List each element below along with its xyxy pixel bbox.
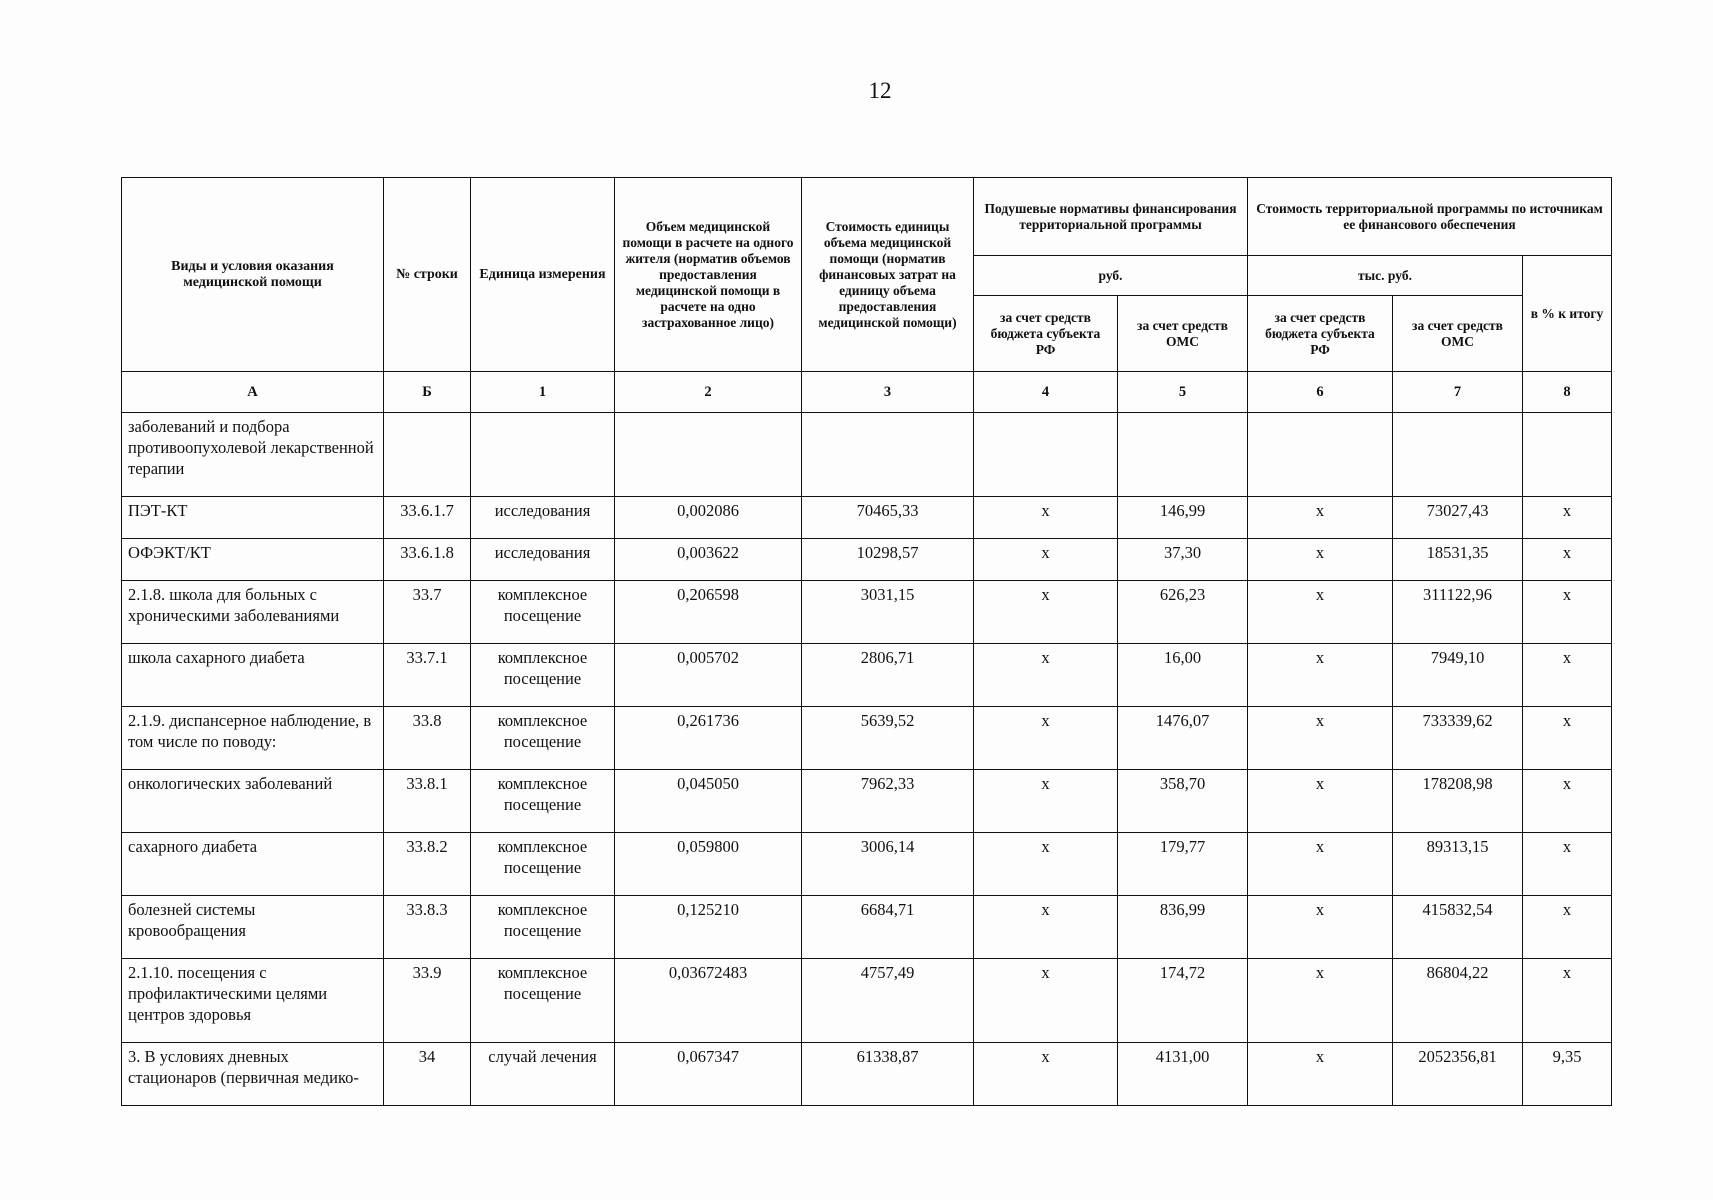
row-unit-cost — [802, 413, 974, 497]
row-volume — [615, 413, 802, 497]
row-cost-budget: x — [1248, 539, 1393, 581]
table-row — [122, 413, 1612, 497]
row-unit: исследования — [471, 497, 615, 539]
row-percap-oms: 836,99 — [1118, 896, 1248, 959]
row-percap-oms: 626,23 — [1118, 581, 1248, 644]
row-volume: 0,125210 — [615, 896, 802, 959]
row-cost-oms: 18531,35 — [1393, 539, 1523, 581]
column-number: 8 — [1523, 372, 1612, 413]
row-name: сахарного диабета — [122, 833, 384, 896]
table-row — [122, 497, 1612, 539]
row-percap-budget: x — [974, 644, 1118, 707]
row-cost-budget — [1248, 413, 1393, 497]
row-percent: x — [1523, 581, 1612, 644]
row-unit-cost: 2806,71 — [802, 644, 974, 707]
row-percent: 9,35 — [1523, 1043, 1612, 1106]
row-volume: 0,206598 — [615, 581, 802, 644]
row-percent: x — [1523, 539, 1612, 581]
header-col-8: в % к итогу — [1523, 256, 1612, 372]
row-percap-budget: x — [974, 959, 1118, 1043]
row-line-number: 33.8 — [384, 707, 471, 770]
row-volume: 0,261736 — [615, 707, 802, 770]
row-unit-cost: 6684,71 — [802, 896, 974, 959]
row-line-number: 33.8.3 — [384, 896, 471, 959]
row-cost-budget: x — [1248, 497, 1393, 539]
table-row — [122, 1043, 1612, 1106]
row-line-number: 33.9 — [384, 959, 471, 1043]
row-unit-cost: 7962,33 — [802, 770, 974, 833]
row-percap-oms: 16,00 — [1118, 644, 1248, 707]
table-row — [122, 959, 1612, 1043]
header-col-a: Виды и условия оказания медицинской помощи — [122, 178, 384, 372]
table-row — [122, 770, 1612, 833]
row-line-number: 33.7.1 — [384, 644, 471, 707]
column-number-row — [122, 372, 1612, 413]
row-unit: комплексное посещение — [471, 707, 615, 770]
row-name: ПЭТ-КТ — [122, 497, 384, 539]
row-cost-oms: 73027,43 — [1393, 497, 1523, 539]
header-group-percap: Подушевые нормативы финансирования территориальной программы — [974, 178, 1248, 256]
row-cost-oms: 178208,98 — [1393, 770, 1523, 833]
row-unit: комплексное посещение — [471, 581, 615, 644]
row-cost-oms: 86804,22 — [1393, 959, 1523, 1043]
row-unit: комплексное посещение — [471, 770, 615, 833]
row-volume: 0,003622 — [615, 539, 802, 581]
row-unit: случай лечения — [471, 1043, 615, 1106]
row-percent: x — [1523, 497, 1612, 539]
column-number: 6 — [1248, 372, 1393, 413]
row-percap-oms: 146,99 — [1118, 497, 1248, 539]
row-percent: x — [1523, 833, 1612, 896]
row-percap-oms: 179,77 — [1118, 833, 1248, 896]
table-row — [122, 644, 1612, 707]
row-line-number: 33.6.1.8 — [384, 539, 471, 581]
row-cost-budget: x — [1248, 1043, 1393, 1106]
row-percent: x — [1523, 896, 1612, 959]
row-percap-oms: 4131,00 — [1118, 1043, 1248, 1106]
header-col-3: Стоимость единицы объема медицинской помощи (норматив финансовых затрат на единицу объема предоставления медицинской помощи) — [802, 178, 974, 372]
row-name: 2.1.9. диспансерное наблюдение, в том числе по поводу: — [122, 707, 384, 770]
row-unit: комплексное посещение — [471, 959, 615, 1043]
row-unit-cost: 5639,52 — [802, 707, 974, 770]
header-unit-rub: руб. — [974, 256, 1248, 296]
row-cost-oms: 2052356,81 — [1393, 1043, 1523, 1106]
row-name: 2.1.10. посещения с профилактическими целями центров здоровья — [122, 959, 384, 1043]
row-line-number: 33.6.1.7 — [384, 497, 471, 539]
table-row — [122, 707, 1612, 770]
row-cost-budget: x — [1248, 833, 1393, 896]
column-number: 3 — [802, 372, 974, 413]
row-percap-oms: 174,72 — [1118, 959, 1248, 1043]
row-percap-budget: x — [974, 497, 1118, 539]
column-number: Б — [384, 372, 471, 413]
row-cost-budget: x — [1248, 581, 1393, 644]
row-percent: x — [1523, 770, 1612, 833]
column-number: 7 — [1393, 372, 1523, 413]
row-volume: 0,03672483 — [615, 959, 802, 1043]
row-name: 2.1.8. школа для больных с хроническими заболеваниями — [122, 581, 384, 644]
row-unit-cost: 3031,15 — [802, 581, 974, 644]
row-name: школа сахарного диабета — [122, 644, 384, 707]
financing-table — [121, 177, 1612, 1106]
row-volume: 0,059800 — [615, 833, 802, 896]
row-cost-oms: 89313,15 — [1393, 833, 1523, 896]
column-number: 1 — [471, 372, 615, 413]
row-percap-oms: 358,70 — [1118, 770, 1248, 833]
table-row — [122, 896, 1612, 959]
header-col-2: Объем медицинской помощи в расчете на одного жителя (норматив объемов предоставления медицинской помощи в расчете на одно застрахованное лицо) — [615, 178, 802, 372]
row-percap-budget: x — [974, 707, 1118, 770]
row-line-number: 33.8.1 — [384, 770, 471, 833]
row-unit-cost: 10298,57 — [802, 539, 974, 581]
row-cost-oms: 7949,10 — [1393, 644, 1523, 707]
row-percap-oms: 37,30 — [1118, 539, 1248, 581]
row-percap-budget — [974, 413, 1118, 497]
page-number: 12 — [868, 78, 892, 103]
row-percap-oms — [1118, 413, 1248, 497]
table-row — [122, 581, 1612, 644]
row-unit-cost: 4757,49 — [802, 959, 974, 1043]
row-line-number: 33.7 — [384, 581, 471, 644]
row-unit-cost: 70465,33 — [802, 497, 974, 539]
column-number: 5 — [1118, 372, 1248, 413]
header-unit-thousand-rub: тыс. руб. — [1248, 256, 1523, 296]
row-line-number: 34 — [384, 1043, 471, 1106]
row-cost-oms: 311122,96 — [1393, 581, 1523, 644]
row-percap-budget: x — [974, 896, 1118, 959]
header-col-b: № строки — [384, 178, 471, 372]
header-col-6: за счет средств бюджета субъекта РФ — [1248, 296, 1393, 372]
row-name: заболеваний и подбора противоопухолевой лекарственной терапии — [122, 413, 384, 497]
row-line-number — [384, 413, 471, 497]
header-col-5: за счет средств ОМС — [1118, 296, 1248, 372]
row-percent — [1523, 413, 1612, 497]
row-cost-budget: x — [1248, 959, 1393, 1043]
table-row — [122, 539, 1612, 581]
header-col-4: за счет средств бюджета субъекта РФ — [974, 296, 1118, 372]
row-cost-oms — [1393, 413, 1523, 497]
row-unit: исследования — [471, 539, 615, 581]
row-percap-budget: x — [974, 581, 1118, 644]
table-body — [122, 413, 1612, 1106]
row-unit: комплексное посещение — [471, 896, 615, 959]
row-percap-budget: x — [974, 833, 1118, 896]
column-number: 4 — [974, 372, 1118, 413]
row-percap-budget: x — [974, 770, 1118, 833]
row-percap-budget: x — [974, 539, 1118, 581]
row-unit: комплексное посещение — [471, 833, 615, 896]
row-name: ОФЭКТ/КТ — [122, 539, 384, 581]
row-volume: 0,002086 — [615, 497, 802, 539]
header-group-cost: Стоимость территориальной программы по источникам ее финансового обеспечения — [1248, 178, 1612, 256]
row-percap-oms: 1476,07 — [1118, 707, 1248, 770]
row-percent: x — [1523, 707, 1612, 770]
header-col-1: Единица измерения — [471, 178, 615, 372]
row-volume: 0,045050 — [615, 770, 802, 833]
row-cost-oms: 733339,62 — [1393, 707, 1523, 770]
row-cost-budget: x — [1248, 707, 1393, 770]
row-cost-budget: x — [1248, 770, 1393, 833]
row-unit-cost: 61338,87 — [802, 1043, 974, 1106]
row-percent: x — [1523, 959, 1612, 1043]
row-volume: 0,067347 — [615, 1043, 802, 1106]
row-unit — [471, 413, 615, 497]
row-cost-oms: 415832,54 — [1393, 896, 1523, 959]
row-cost-budget: x — [1248, 896, 1393, 959]
column-number: 2 — [615, 372, 802, 413]
row-unit: комплексное посещение — [471, 644, 615, 707]
row-percap-budget: x — [974, 1043, 1118, 1106]
header-col-7: за счет средств ОМС — [1393, 296, 1523, 372]
row-line-number: 33.8.2 — [384, 833, 471, 896]
row-name: онкологических заболеваний — [122, 770, 384, 833]
row-name: болезней системы кровообращения — [122, 896, 384, 959]
row-unit-cost: 3006,14 — [802, 833, 974, 896]
row-volume: 0,005702 — [615, 644, 802, 707]
row-cost-budget: x — [1248, 644, 1393, 707]
table-row — [122, 833, 1612, 896]
column-number: А — [122, 372, 384, 413]
row-percent: x — [1523, 644, 1612, 707]
row-name: 3. В условиях дневных стационаров (первичная медико- — [122, 1043, 384, 1106]
